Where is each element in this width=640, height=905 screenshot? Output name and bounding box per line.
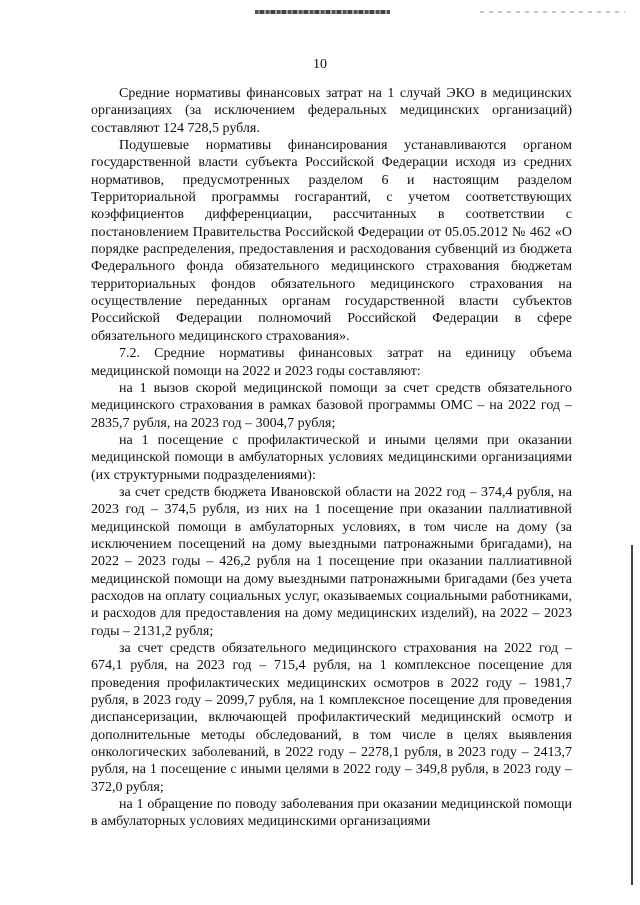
scan-edge-line [631, 545, 633, 885]
document-body [91, 85, 572, 831]
paragraph-per-capita-norms: Подушевые нормативы финансирования устанавливаются органом государственной власти субъекта Российской Федерации исходя из средних нормативов, предусмотренных разделом 6 и настоящим разделом Территориальной программы госгарантий, с учетом соответствующих коэффициентов дифференциации, рассчитанных в соответствии с постановлением Правительства Российской Федерации от 05.05.2012 № 462 «О порядке распределения, предоставления и расходования субвенций из бюджета Федерального фонда обязательного медицинского страхования бюджетам территориальных фондов обязательного медицинского страхования на осуществление переданных органам государственной власти субъектов Российской Федерации полномочий Российской Федерации в сфере обязательного медицинского страхования». [91, 138, 572, 344]
paragraph-oms-funds: за счет средств обязательного медицинского страхования на 2022 год – 674,1 рубля, на 2023 год – 715,4 рубля, на 1 комплексное посещение для проведения профилактических медицинских осмотров в 2022 году – 1981,7 рубля, в 2023 году – 2099,7 рубля, на 1 комплексное посещение для проведения диспансеризации, включающей профилактический медицинский осмотр и дополнительные методы обследований, в том числе в целях выявления онкологических заболеваний, в 2022 году – 2278,1 рубля, в 2023 году – 2413,7 рубля, на 1 посещение с иными целями в 2022 году – 349,8 рубля, в 2023 году – 372,0 рубля; [91, 641, 572, 795]
paragraph-preventive-visit: на 1 посещение с профилактической и иными целями при оказании медицинской помощи в амбулаторных условиях медицинскими организациями (их структурными подразделениями): [91, 432, 572, 483]
paragraph-ambulance-call: на 1 вызов скорой медицинской помощи за счет средств обязательного медицинского страхования в рамках базовой программы ОМС – на 2022 год – 2835,7 рубля, на 2023 год – 3004,7 рубля; [91, 380, 572, 431]
page-number: 10 [313, 57, 327, 72]
scan-artifact-top-right [480, 11, 625, 13]
paragraph-section-7-2: 7.2. Средние нормативы финансовых затрат на единицу объема медицинской помощи на 2022 и 2023 годы составляют: [91, 346, 572, 379]
paragraph-disease-appeal: на 1 обращение по поводу заболевания при оказании медицинской помощи в амбулаторных условиях медицинскими организациями [91, 797, 572, 830]
paragraph-eco-cost: Средние нормативы финансовых затрат на 1 случай ЭКО в медицинских организациях (за исключением федеральных медицинских организаций) составляют 124 728,5 рубля. [91, 86, 572, 136]
scan-artifact-top-left [255, 10, 390, 14]
paragraph-regional-budget: за счет средств бюджета Ивановской области на 2022 год – 374,4 рубля, на 2023 год – 374,5 рубля, из них на 1 посещение при оказании паллиативной медицинской помощи в амбулаторных условиях, в том числе на дому (за исключением посещений на дому выездными патронажными бригадами), на 2022 – 2023 годы – 426,2 рубля на 1 посещение при оказании паллиативной медицинской помощи на дому выездными патронажными бригадами (без учета расходов на оплату социальных услуг, оказываемых социальными работниками, и расходов для предоставления на дому медицинских изделий), на 2022 – 2023 годы – 2131,2 рубля; [91, 484, 572, 639]
